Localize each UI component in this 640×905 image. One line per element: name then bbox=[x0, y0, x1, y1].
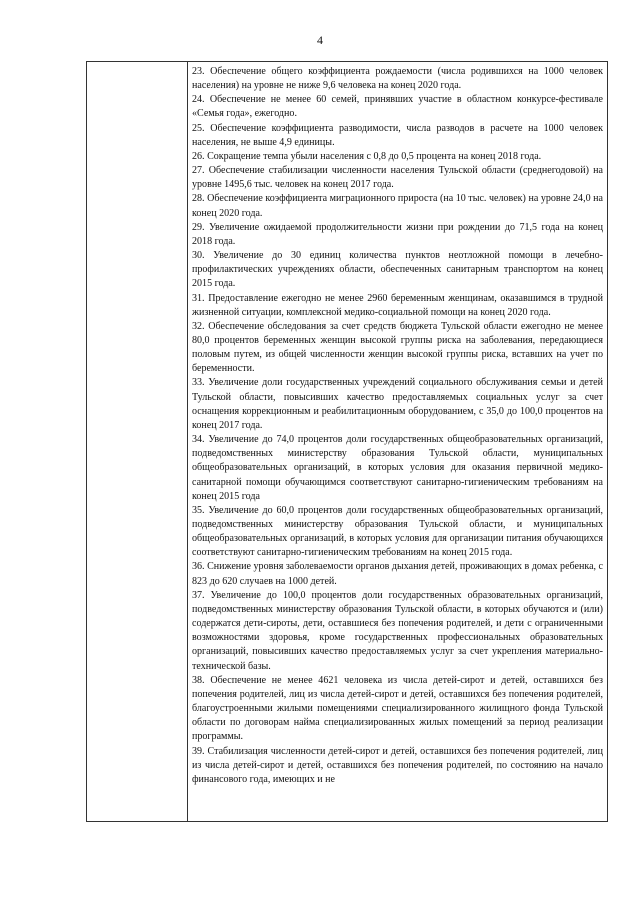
list-item: 35. Увеличение до 60,0 процентов доли государственных общеобразовательных организаций, подведомственных министерству образования Тульской области, и муниципальных общеобразовательных организаций, в которых условия для организации питания обучающихся соответствуют санитарно-гигиеническим требованиям на конец 2015 года. bbox=[192, 504, 603, 559]
list-item: 31. Предоставление ежегодно не менее 2960 беременным женщинам, оказавшимся в трудной жизненной ситуации, комплексной медико-социальной помощи на конец 2020 года. bbox=[192, 292, 603, 318]
list-item: 27. Обеспечение стабилизации численности населения Тульской области (среднегодовой) на уровне 1495,6 тыс. человек на конец 2017 года. bbox=[192, 165, 603, 191]
list-item: 32. Обеспечение обследования за счет средств бюджета Тульской области ежегодно не менее 80,0 процентов беременных женщин высокой группы риска на заболевания, передающиеся половым путем, из общей численности женщин высокой группы риска, вставших на учет по беременности. bbox=[192, 320, 603, 375]
list-item: 37. Увеличение до 100,0 процентов доли государственных образовательных организаций, подведомственных министерству образования Тульской области, в которых обучаются и (или) содержатся дети-сироты, дети, оставшиеся без попечения родителей, и дети с ограниченными возможностями здоровья, кроме государственных профессиональных образовательных организаций, повысивших качество предоставляемых услуг за счет укрепления материально-технической базы. bbox=[192, 589, 603, 672]
goals-table bbox=[86, 61, 608, 822]
list-item: 26. Сокращение темпа убыли населения с 0,8 до 0,5 процента на конец 2018 года. bbox=[192, 150, 542, 162]
list-item: 24. Обеспечение не менее 60 семей, принявших участие в областном конкурсе-фестивале «Семья года», ежегодно. bbox=[192, 94, 603, 120]
table-left-column bbox=[87, 62, 188, 821]
list-item: 28. Обеспечение коэффициента миграционного прироста (на 10 тыс. человек) на уровне 24,0 на конец 2020 года. bbox=[192, 193, 603, 219]
list-item: 23. Обеспечение общего коэффициента рождаемости (числа родившихся на 1000 человек населения) на уровне не ниже 9,6 человека на конец 2020 года. bbox=[192, 66, 603, 92]
list-item: 38. Обеспечение не менее 4621 человека из числа детей-сирот и детей, оставшихся без попечения родителей, лиц из числа детей-сирот и детей, оставшихся без попечения родителей, благоустроенными жилыми помещениями специализированного жилищного фонда Тульской области по договорам найма специализированных жилых помещений за период реализации программы. bbox=[192, 674, 603, 743]
table-right-column bbox=[192, 65, 603, 787]
list-item: 39. Стабилизация численности детей-сирот и детей, оставшихся без попечения родителей, лиц из числа детей-сирот и детей, оставшихся без попечения родителей, по состоянию на начало финансового года, имеющих и не bbox=[192, 745, 603, 785]
list-item: 33. Увеличение доли государственных учреждений социального обслуживания семьи и детей Тульской области, повысивших качество предоставляемых социальных услуг за счет оснащения коррекционным и реабилитационным оборудованием, с 35,0 до 100,0 процентов на конец 2017 года. bbox=[192, 377, 603, 431]
list-item: 36. Снижение уровня заболеваемости органов дыхания детей, проживающих в домах ребенка, с 823 до 620 случаев на 1000 детей. bbox=[192, 561, 604, 587]
list-item: 29. Увеличение ожидаемой продолжительности жизни при рождении до 71,5 года на конец 2018 года. bbox=[192, 221, 603, 247]
list-item: 30. Увеличение до 30 единиц количества пунктов неотложной помощи в лечебно-профилактических учреждениях области, обеспеченных санитарным транспортом на конец 2015 года. bbox=[192, 250, 603, 290]
page-number: 4 bbox=[317, 33, 323, 47]
list-item: 25. Обеспечение коэффициента разводимости, числа разводов в расчете на 1000 человек населения, не выше 4,9 единицы. bbox=[192, 122, 603, 148]
list-item: 34. Увеличение до 74,0 процентов доли государственных общеобразовательных организаций, подведомственных министерству образования Тульской области, муниципальных общеобразовательных организаций, в которых условия для оказания первичной медико-санитарной помощи обучающимся соответствуют санитарно-гигиеническим требованиям на конец 2015 года bbox=[192, 434, 603, 502]
